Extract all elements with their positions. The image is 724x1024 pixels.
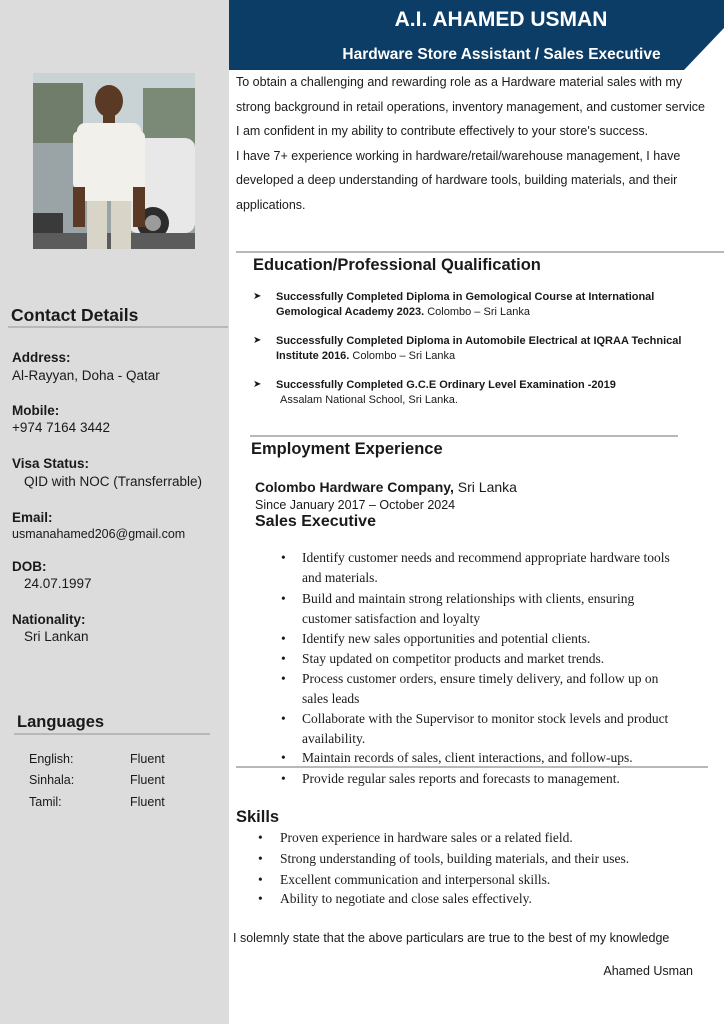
qualification: Successfully Completed G.C.E Ordinary Level Examination -2019 xyxy=(276,379,616,391)
employment-period: Since January 2017 – October 2024 xyxy=(255,498,456,512)
duty-text: Build and maintain strong relationships with clients, ensuring customer satisfaction and loyalty xyxy=(302,591,635,626)
institution-location: Colombo – Sri Lanka xyxy=(349,349,456,362)
skill-text: Excellent communication and interpersonal skills. xyxy=(280,872,551,887)
job-title: Hardware Store Assistant / Sales Executive xyxy=(342,46,661,63)
education-item xyxy=(253,290,693,319)
language-level: Fluent xyxy=(130,773,165,787)
language-name: Sinhala: xyxy=(29,773,75,787)
signature-name: Ahamed Usman xyxy=(603,964,693,978)
skills-section-title: Skills xyxy=(236,808,280,826)
divider xyxy=(250,435,678,437)
divider xyxy=(8,326,228,328)
duty-item: • Process customer orders, ensure timely delivery, and follow up on sales leads xyxy=(281,669,673,709)
objective-paragraph: To obtain a challenging and rewarding role as a Hardware material sales with my strong background in retail operations, inventory management, and customer service I am confident in my ability to contribute effectively to your store's success. xyxy=(236,75,706,138)
skill-item: • Proven experience in hardware sales or a related field. xyxy=(258,828,698,848)
employment-section-title: Employment Experience xyxy=(251,440,443,458)
duty-item: • Maintain records of sales, client interactions, and follow-ups. xyxy=(281,748,681,768)
duty-item: • Build and maintain strong relationships with clients, ensuring customer satisfaction and loyalty xyxy=(281,589,673,629)
institution-location: Assalam National School, Sri Lanka. xyxy=(280,393,458,406)
employer xyxy=(255,479,517,495)
education-item xyxy=(253,378,693,407)
duty-text: Provide regular sales reports and forecasts to management. xyxy=(302,771,620,786)
language-name: English: xyxy=(29,752,74,766)
divider xyxy=(236,766,708,768)
language-level: Fluent xyxy=(130,795,165,809)
email-value: usmanahamed206@gmail.com xyxy=(12,527,186,541)
contact-section-title: Contact Details xyxy=(11,305,139,325)
qualification: Successfully Completed Diploma in Automobile Electrical at IQRAA Technical Institute 2016. xyxy=(276,335,682,362)
duty-text: Identify new sales opportunities and potential clients. xyxy=(302,631,591,646)
email-label: Email: xyxy=(12,510,53,525)
skill-text: Strong understanding of tools, building materials, and their uses. xyxy=(280,851,630,866)
education-section-title: Education/Professional Qualification xyxy=(253,256,541,274)
languages-section-title: Languages xyxy=(17,713,105,731)
nationality-label: Nationality: xyxy=(12,612,86,627)
skill-text: Proven experience in hardware sales or a related field. xyxy=(280,830,573,845)
candidate-name: A.I. AHAMED USMAN xyxy=(394,8,608,31)
position-title: Sales Executive xyxy=(255,513,376,530)
visa-value: QID with NOC (Transferrable) xyxy=(24,474,203,489)
duty-text: Maintain records of sales, client interactions, and follow-ups. xyxy=(302,750,633,765)
divider xyxy=(14,733,210,735)
duty-text: Collaborate with the Supervisor to monitor stock levels and product availability. xyxy=(302,711,669,746)
mobile-value: +974 7164 3442 xyxy=(12,420,110,435)
qualification: Successfully Completed Diploma in Gemological Course at International Gemological Academy 2023. xyxy=(276,291,655,318)
skill-text: Ability to negotiate and close sales effectively. xyxy=(280,891,532,906)
nationality-value: Sri Lankan xyxy=(24,629,89,644)
arrow-bullet-icon: ➤ xyxy=(253,335,262,346)
company-name: Colombo Hardware Company, xyxy=(255,479,454,495)
duty-item: • Stay updated on competitor products and market trends. xyxy=(281,649,673,669)
company-location: Sri Lanka xyxy=(453,479,517,495)
address-value: Al-Rayyan, Doha - Qatar xyxy=(12,368,160,383)
objective-paragraph: I have 7+ experience working in hardware/retail/warehouse management, I have developed a deep understanding of hardware tools, building materials, and their applications. xyxy=(236,148,681,212)
duty-item: • Collaborate with the Supervisor to monitor stock levels and product availability. xyxy=(281,709,673,749)
duty-text: Identify customer needs and recommend appropriate hardware tools and materials. xyxy=(302,550,670,585)
duty-text: Stay updated on competitor products and market trends. xyxy=(302,651,605,666)
arrow-bullet-icon: ➤ xyxy=(253,291,262,302)
declaration: I solemnly state that the above particulars are true to the best of my knowledge xyxy=(233,931,670,945)
dob-label: DOB: xyxy=(12,559,47,574)
arrow-bullet-icon: ➤ xyxy=(253,379,262,390)
duty-text: Process customer orders, ensure timely delivery, and follow up on sales leads xyxy=(302,671,659,706)
duty-item: • Identify new sales opportunities and potential clients. xyxy=(281,629,673,649)
skill-item: • Excellent communication and interpersonal skills. xyxy=(258,870,698,890)
skill-item: • Strong understanding of tools, building materials, and their uses. xyxy=(258,849,698,869)
dob-value: 24.07.1997 xyxy=(24,576,92,591)
divider xyxy=(236,251,724,253)
duty-item: • Provide regular sales reports and forecasts to management. xyxy=(281,769,681,789)
profile-photo xyxy=(33,73,195,249)
skill-item: • Ability to negotiate and close sales effectively. xyxy=(258,889,698,909)
institution-location: Colombo – Sri Lanka xyxy=(424,305,530,318)
education-item xyxy=(253,334,693,363)
career-objective xyxy=(236,70,706,217)
language-level: Fluent xyxy=(130,752,165,766)
address-label: Address: xyxy=(12,350,71,365)
duty-item: • Identify customer needs and recommend appropriate hardware tools and materials. xyxy=(281,548,673,588)
mobile-label: Mobile: xyxy=(12,403,60,418)
language-name: Tamil: xyxy=(29,795,62,809)
visa-label: Visa Status: xyxy=(12,456,90,471)
